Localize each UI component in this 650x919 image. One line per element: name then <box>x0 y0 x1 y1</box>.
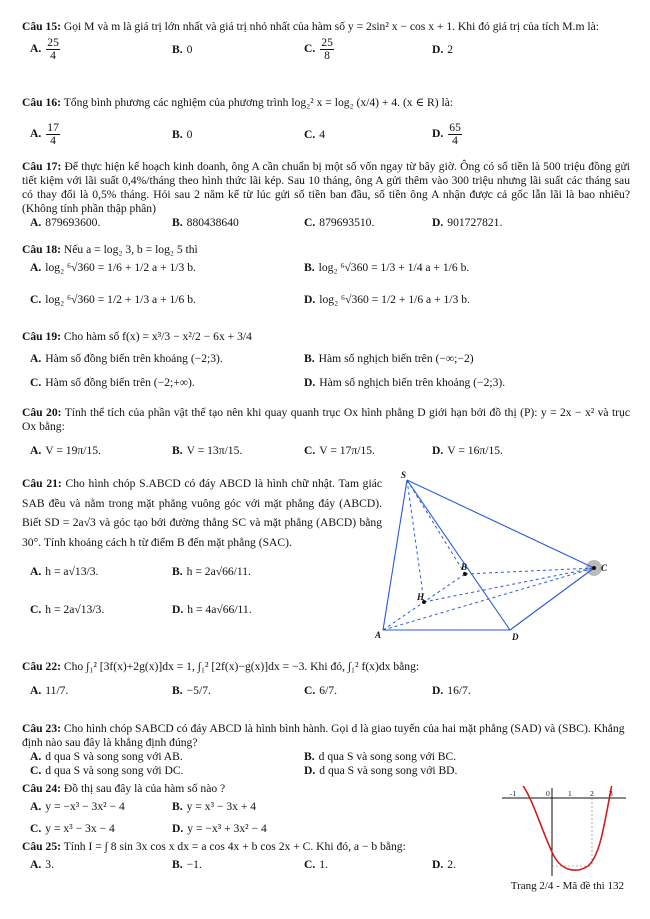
option-d[interactable]: D. $\frac{65}{4}$ <box>432 120 461 148</box>
option-a[interactable]: A. $\frac{17}{4}$ <box>30 120 59 148</box>
option-b[interactable]: B. Hàm số nghịch biến trên (−∞;−2) <box>304 351 474 365</box>
option-b[interactable]: B. 0 <box>172 127 193 141</box>
page-footer: Trang 2/4 - Mã đề thi 132 <box>510 880 624 892</box>
option-b[interactable]: B. d qua S và song song với BC. <box>304 749 457 763</box>
question-23-stem: Câu 23: Cho hình chóp SABCD có đáy ABCD là hình bình hành. Gọi d là giao tuyến của hai mặt phẳng (SAD) và (SBC). Khẳng định nào sau đây là khẳng định đúng? <box>22 722 625 749</box>
option-c[interactable]: C. y = x³ − 3x − 4 <box>30 821 115 835</box>
option-a[interactable]: A. V = 19π/15. <box>30 443 101 457</box>
option-b[interactable]: B. 0 <box>172 42 193 56</box>
question-25 <box>22 840 472 876</box>
option-d[interactable]: D. 2. <box>432 857 456 871</box>
question-18-stem: Câu 18: Nếu a = log₂ 3, b = log₂ 5 thì <box>22 243 198 256</box>
option-d[interactable]: D. V = 16π/15. <box>432 443 503 457</box>
option-a[interactable]: A. y = −x³ − 3x² − 4 <box>30 799 125 813</box>
question-16 <box>22 96 630 150</box>
option-c[interactable]: C. $\frac{25}{8}$ <box>304 35 333 63</box>
question-18 <box>22 243 630 321</box>
option-a[interactable]: A. $\frac{25}{4}$ <box>30 35 59 63</box>
option-a[interactable]: A. log₂ ⁶√360 = 1/6 + 1/2 a + 1/3 b. <box>30 260 196 274</box>
option-a[interactable]: A. 3. <box>30 857 54 871</box>
question-24-stem: Câu 24: Đồ thị sau đây là của hàm số nào ? <box>22 782 226 795</box>
label-h: H <box>417 592 425 602</box>
edge-dc <box>510 568 594 630</box>
option-b[interactable]: B. y = x³ − 3x + 4 <box>172 799 257 813</box>
option-b[interactable]: B. 880438640 <box>172 215 239 229</box>
label-a: A <box>375 630 382 640</box>
tick-2: 2 <box>590 789 594 798</box>
option-a[interactable]: A. h = a√13/3. <box>30 564 99 578</box>
option-c[interactable]: C. h = 2a√13/3. <box>30 602 105 616</box>
edge-bc <box>465 568 594 574</box>
option-c[interactable]: C. 6/7. <box>304 683 337 697</box>
question-21-stem: Câu 21: Cho hình chóp S.ABCD có đáy ABCD là hình chữ nhật. Tam giác SAB đều và nằm trong mặt phẳng vuông góc với mặt phẳng đáy (ABCD). Biết SD = 2a√3 và góc tạo bởi đường thẳng SC và mặt phẳng (ABCD) bằng 30°. Tính khoảng cách h từ điểm B đến mặt phẳng (SAC). <box>22 477 382 550</box>
option-a[interactable]: A. 11/7. <box>30 683 69 697</box>
label-b: B <box>461 562 468 572</box>
question-16-stem: Câu 16: Tổng bình phương các nghiệm của phương trình log₂² x = log₂ (x/4) + 4. (x ∈ R) là: <box>22 96 454 109</box>
option-b[interactable]: B. −1. <box>172 857 202 871</box>
option-d[interactable]: D. 16/7. <box>432 683 471 697</box>
edge-sc <box>407 480 594 568</box>
option-c[interactable]: C. log₂ ⁶√360 = 1/2 + 1/3 a + 1/6 b. <box>30 292 196 306</box>
option-c[interactable]: C. 4 <box>304 127 326 141</box>
question-20-stem: Câu 20: Tính thể tích của phần vật thể tạo nên khi quay quanh trục Ox hình phẳng D giới hạn bởi đồ thị (P): y = 2x − x² và trục Ox bằng: <box>22 406 630 433</box>
question-20 <box>22 406 630 462</box>
option-b[interactable]: B. V = 13π/15. <box>172 443 243 457</box>
question-22-stem: Câu 22: Cho ∫₁² [3f(x)+2g(x)]dx = 1, ∫₁² [2f(x)−g(x)]dx = −3. Khi đó, ∫₁² f(x)dx bằng: <box>22 660 420 673</box>
option-c[interactable]: C. 879693510. <box>304 215 375 229</box>
option-d[interactable]: D. 901727821. <box>432 215 503 229</box>
label-s: S <box>401 470 407 480</box>
question-22 <box>22 660 630 712</box>
option-a[interactable]: A. d qua S và song song với AB. <box>30 749 183 763</box>
tick-1: 1 <box>568 789 572 798</box>
pyramid-figure <box>375 470 615 645</box>
question-19 <box>22 330 630 394</box>
label-c: C <box>601 563 608 573</box>
cubic-graph <box>500 786 630 878</box>
question-25-stem: Câu 25: Tính I = ∫ 8 sin 3x cos x dx = a cos 4x + b cos 2x + C. Khi đó, a − b bằng: <box>22 840 406 853</box>
height-sh <box>407 480 424 602</box>
option-a[interactable]: A. Hàm số đồng biến trên khoảng (−2;3). <box>30 351 223 365</box>
option-c[interactable]: C. 1. <box>304 857 328 871</box>
option-c[interactable]: C. Hàm số đồng biến trên (−2;+∞). <box>30 375 195 389</box>
tick-3: 3 <box>609 789 613 798</box>
option-a[interactable]: A. 879693600. <box>30 215 101 229</box>
tick-neg1: -1 <box>510 789 517 798</box>
diag-ac <box>383 568 594 630</box>
option-d[interactable]: D. Hàm số nghịch biến trên khoảng (−2;3). <box>304 375 506 389</box>
question-15-stem: Câu 15: Gọi M và m là giá trị lớn nhất và giá trị nhỏ nhất của hàm số y = 2sin² x − cos x + 1. Khi đó giá trị của tích M.m là: <box>22 20 599 33</box>
option-b[interactable]: B. h = 2a√66/11. <box>172 564 251 578</box>
option-d[interactable]: D. h = 4a√66/11. <box>172 602 252 616</box>
question-21 <box>22 474 382 621</box>
question-19-stem: Câu 19: Cho hàm số f(x) = x³/3 − x²/2 − 6x + 3/4 <box>22 330 252 343</box>
option-d[interactable]: D. y = −x³ + 3x² − 4 <box>172 821 267 835</box>
cubic-curve <box>522 786 612 870</box>
label-d: D <box>512 632 519 642</box>
tick-0: 0 <box>546 789 550 798</box>
option-c[interactable]: C. V = 17π/15. <box>304 443 375 457</box>
option-d[interactable]: D. d qua S và song song với BD. <box>304 763 458 777</box>
edge-sa <box>383 480 407 630</box>
question-17 <box>22 160 630 234</box>
option-d[interactable]: D. log₂ ⁶√360 = 1/2 + 1/6 a + 1/3 b. <box>304 292 470 306</box>
question-15 <box>22 20 630 65</box>
question-24 <box>22 782 472 840</box>
question-23 <box>22 722 630 778</box>
question-17-stem: Câu 17: Để thực hiện kế hoạch kinh doanh, ông A cần chuẩn bị một số vốn ngay từ bây giờ. Ông có số tiền là 500 triệu đồng gửi tiết kiệm với lãi suất 0,4%/tháng theo hình thức lãi kép. Sau 10 tháng, ông A gửi thêm vào 300 triệu nhưng lãi suất các tháng sau có thay đổi là 0,5% tháng. Hỏi sau 2 năm kể từ lúc gửi số tiền ban đầu, số tiền ông A nhận được cả gốc lẫn lãi là bao nhiêu? (Không tính phần thập phân) <box>22 160 630 215</box>
option-b[interactable]: B. log₂ ⁶√360 = 1/3 + 1/4 a + 1/6 b. <box>304 260 470 274</box>
option-c[interactable]: C. d qua S và song song với DC. <box>30 763 184 777</box>
option-b[interactable]: B. −5/7. <box>172 683 211 697</box>
option-d[interactable]: D. 2 <box>432 42 454 56</box>
